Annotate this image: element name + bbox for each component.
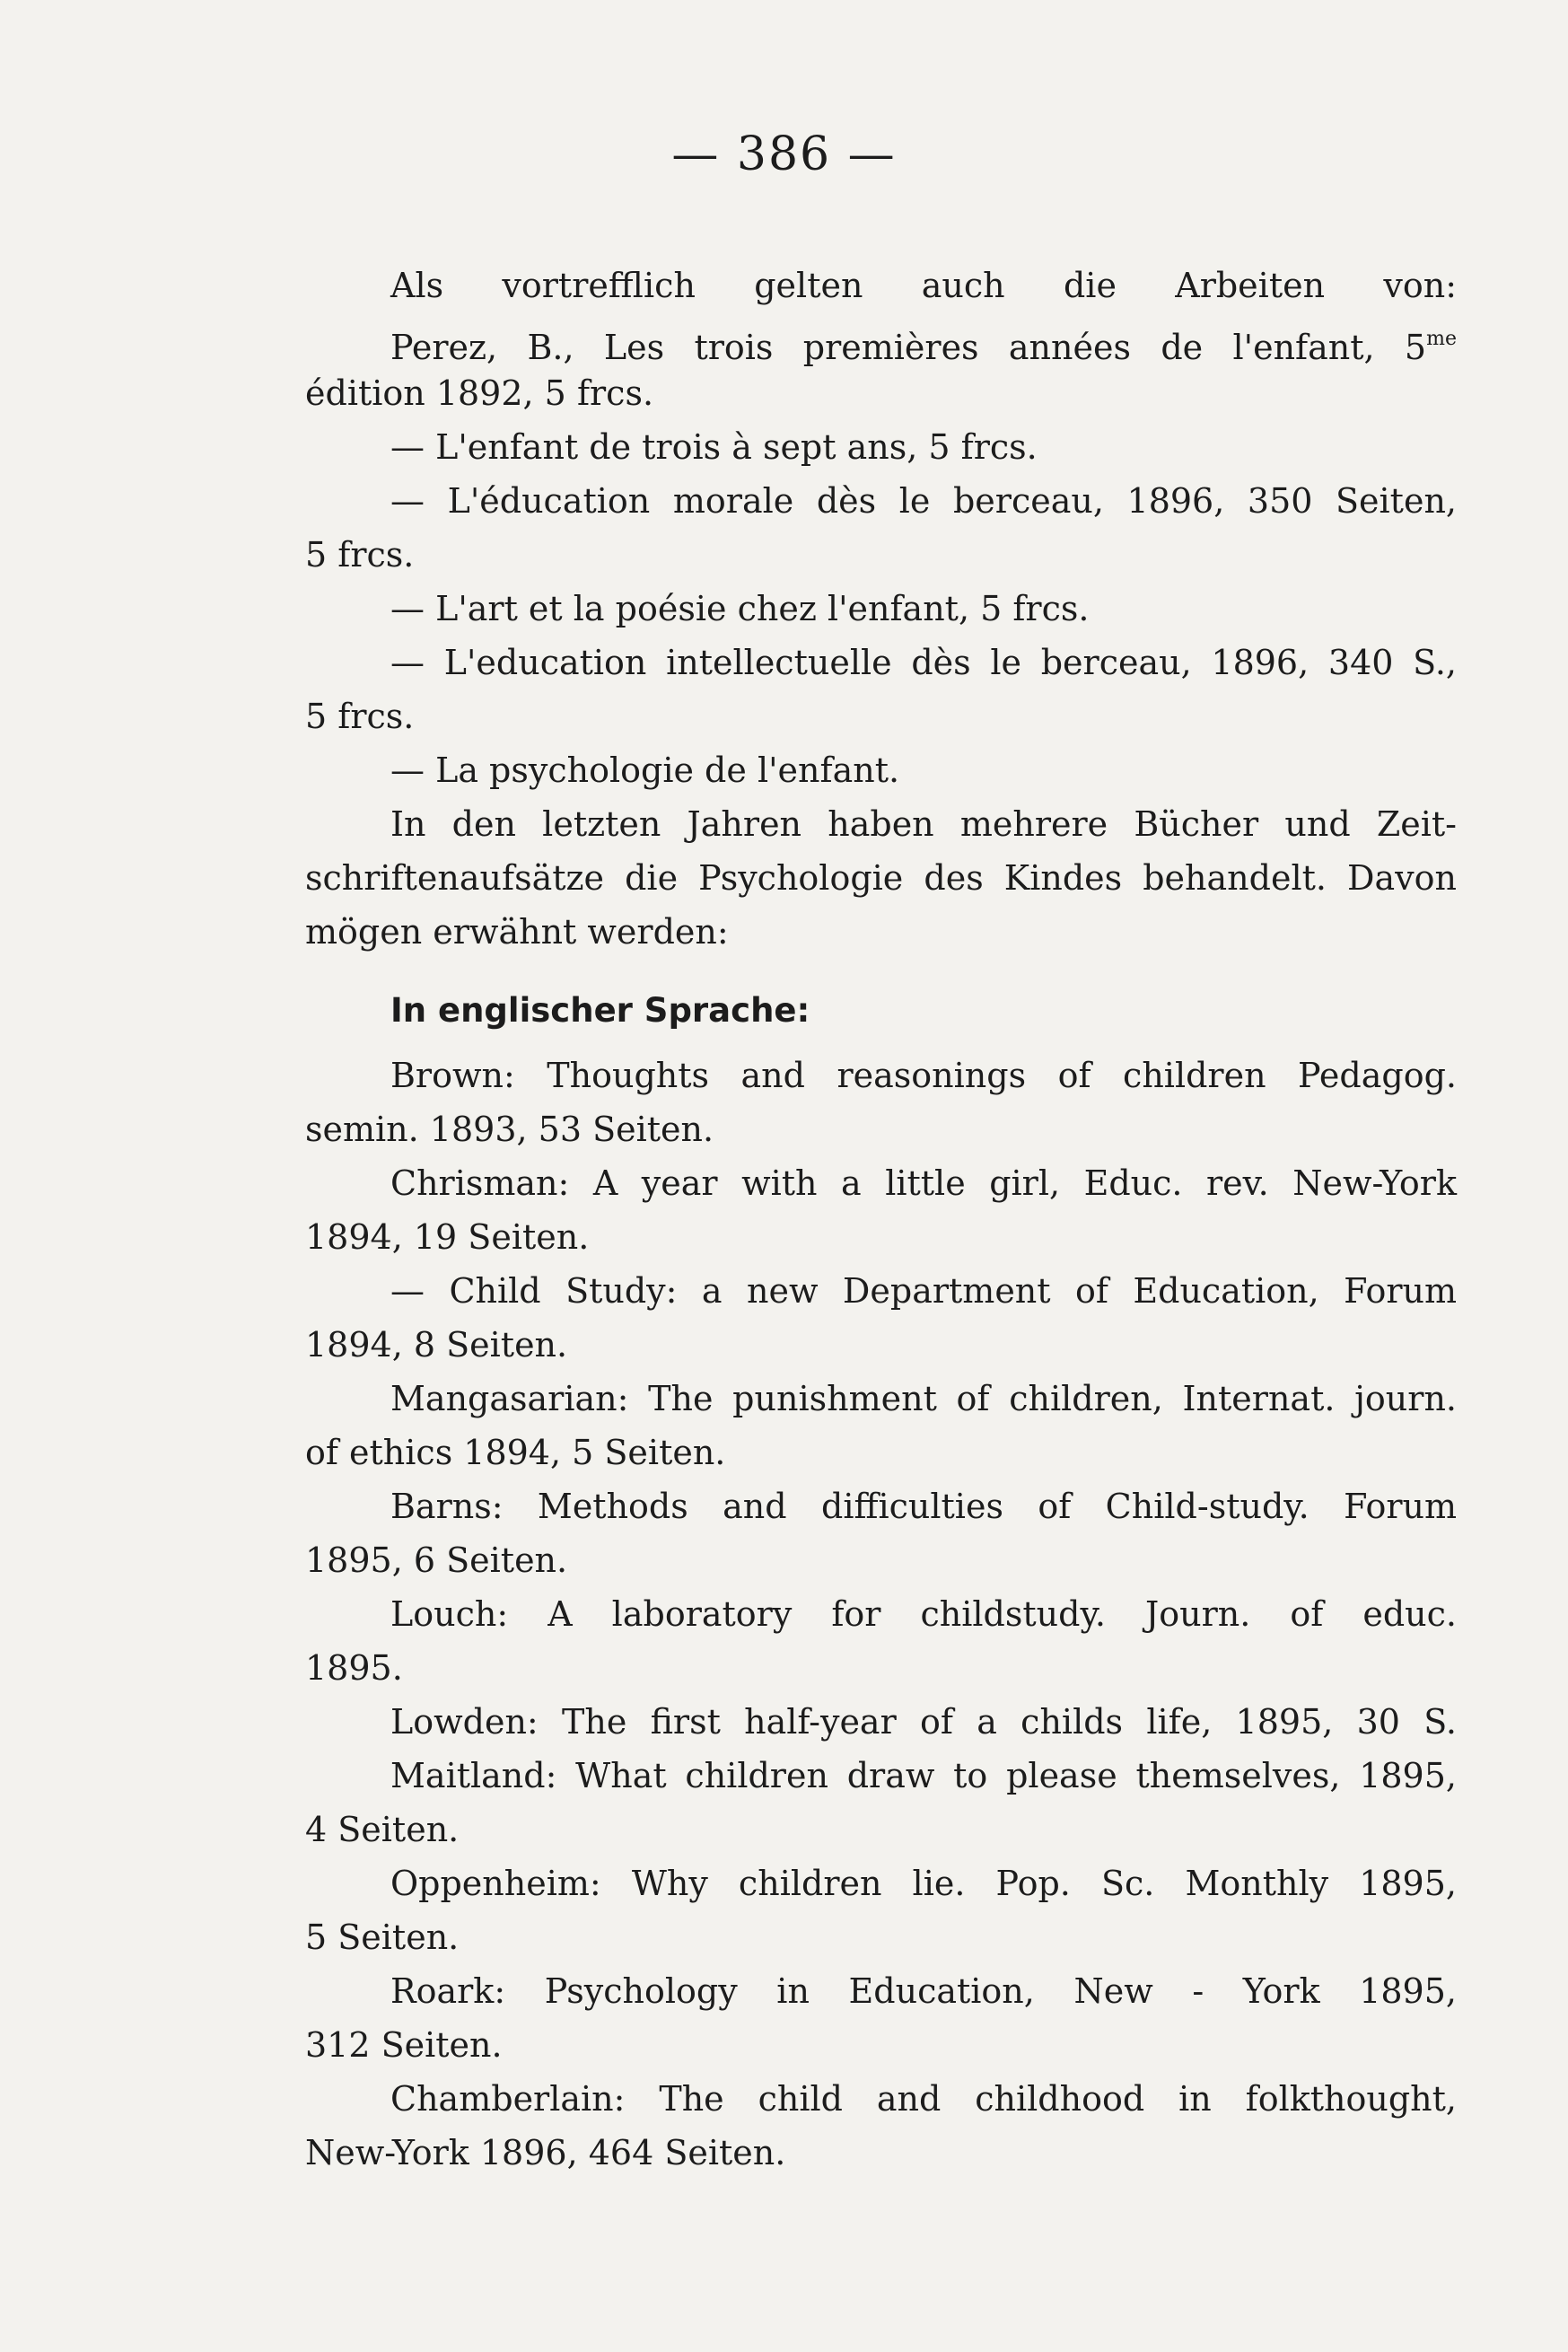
text-line: 5 frcs. [305, 535, 415, 575]
text-line: 1894, 8 Seiten. [305, 1325, 568, 1365]
section-heading: In englischer Sprache: [390, 991, 810, 1030]
text-line: Brown: Thoughts and reasonings of children Pedagog. [390, 1056, 1457, 1095]
text-line: Oppenheim: Why children lie. Pop. Sc. Monthly 1895, [390, 1864, 1457, 1903]
text-line: édition 1892, 5 frcs. [305, 373, 654, 413]
text-line: Mangasarian: The punishment of children, Internat. journ. [390, 1379, 1457, 1418]
text-line-with-superscript [305, 312, 1457, 366]
text-line: In den letzten Jahren haben mehrere Bücher und Zeit- [390, 804, 1457, 844]
text-line: 312 Seiten. [305, 2025, 503, 2065]
text-line: semin. 1893, 53 Seiten. [305, 1110, 714, 1149]
text-line: Chamberlain: The child and childhood in folkthought, [390, 2079, 1457, 2119]
text-line: Louch: A laboratory for childstudy. Journ. of educ. [390, 1594, 1457, 1634]
text-line: New-York 1896, 464 Seiten. [305, 2133, 786, 2172]
text-line: — La psychologie de l'enfant. [390, 750, 900, 790]
text-line: — Child Study: a new Department of Education, Forum [390, 1271, 1457, 1311]
body-text [305, 259, 1457, 2180]
text-line: — L'education intellectuelle dès le berceau, 1896, 340 S., [390, 643, 1457, 682]
text-line: 1895. [305, 1648, 403, 1688]
text-line: 5 Seiten. [305, 1918, 460, 1957]
text-line: 1894, 19 Seiten. [305, 1217, 590, 1257]
text-line: Lowden: The first half-year of a childs life, 1895, 30 S. [390, 1702, 1457, 1742]
text-line: schriftenaufsätze die Psychologie des Kindes behandelt. Davon [305, 858, 1457, 898]
page-number: — 386 — [671, 127, 897, 181]
text-line: — L'enfant de trois à sept ans, 5 frcs. [390, 427, 1038, 467]
text-line: — L'éducation morale dès le berceau, 1896, 350 Seiten, [390, 481, 1457, 521]
superscript: me [1426, 328, 1457, 350]
text-line: mögen erwähnt werden: [305, 912, 729, 952]
text-line: 5 frcs. [305, 697, 415, 736]
text-line: Barns: Methods and difficulties of Child-study. Forum [390, 1487, 1457, 1526]
text-line: Maitland: What children draw to please themselves, 1895, [390, 1756, 1457, 1795]
text-line: Als vortrefflich gelten auch die Arbeiten von: [390, 266, 1457, 305]
text-line: Roark: Psychology in Education, New - York 1895, [390, 1971, 1457, 2011]
text-fragment: Perez, B., Les trois premières années de l'enfant, 5 [390, 328, 1427, 367]
text-line: 4 Seiten. [305, 1810, 460, 1849]
text-line: Chrisman: A year with a little girl, Educ. rev. New-York [390, 1163, 1457, 1203]
text-line: of ethics 1894, 5 Seiten. [305, 1433, 726, 1472]
text-line: 1895, 6 Seiten. [305, 1540, 568, 1580]
text-line: — L'art et la poésie chez l'enfant, 5 frcs. [390, 589, 1090, 628]
